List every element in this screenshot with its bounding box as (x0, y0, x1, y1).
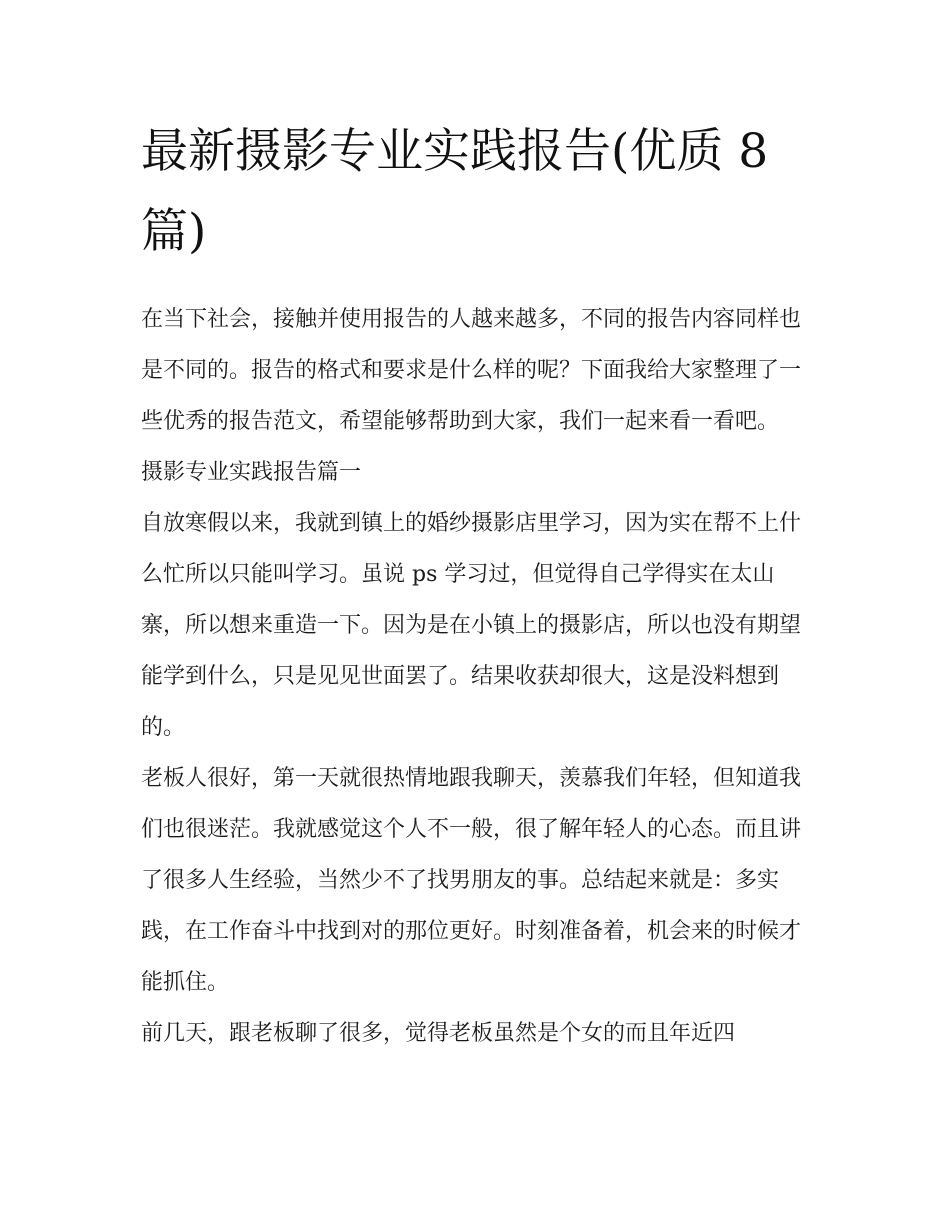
document-body (141, 112, 813, 1059)
body-paragraph-1: 自放寒假以来，我就到镇上的婚纱摄影店里学习，因为实在帮不上什么忙所以只能叫学习。虽说 ps 学习过，但觉得自己学得实在太山寨，所以想来重造一下。因为是在小镇上的摄影店，所以也没有期望能学到什么，只是见见世面罢了。结果收获却很大，这是没料想到的。 (141, 511, 802, 740)
section-heading: 摄影专业实践报告篇一 (141, 460, 362, 485)
body-paragraph-2: 老板人很好，第一天就很热情地跟我聊天，羡慕我们年轻，但知道我们也很迷茫。我就感觉这个人不一般，很了解年轻人的心态。而且讲了很多人生经验，当然少不了找男朋友的事。总结起来就是：多实践，在工作奋斗中找到对的那位更好。时刻准备着，机会来的时候才能抓住。 (141, 766, 802, 995)
body-paragraph-3: 前几天，跟老板聊了很多，觉得老板虽然是个女的而且年近四 (141, 1021, 736, 1046)
intro-paragraph: 在当下社会，接触并使用报告的人越来越多，不同的报告内容同样也是不同的。报告的格式和要求是什么样的呢？下面我给大家整理了一些优秀的报告范文，希望能够帮助到大家，我们一起来看一看吧。 (141, 307, 802, 434)
document-title: 最新摄影专业实践报告(优质 8 篇) (141, 124, 769, 259)
